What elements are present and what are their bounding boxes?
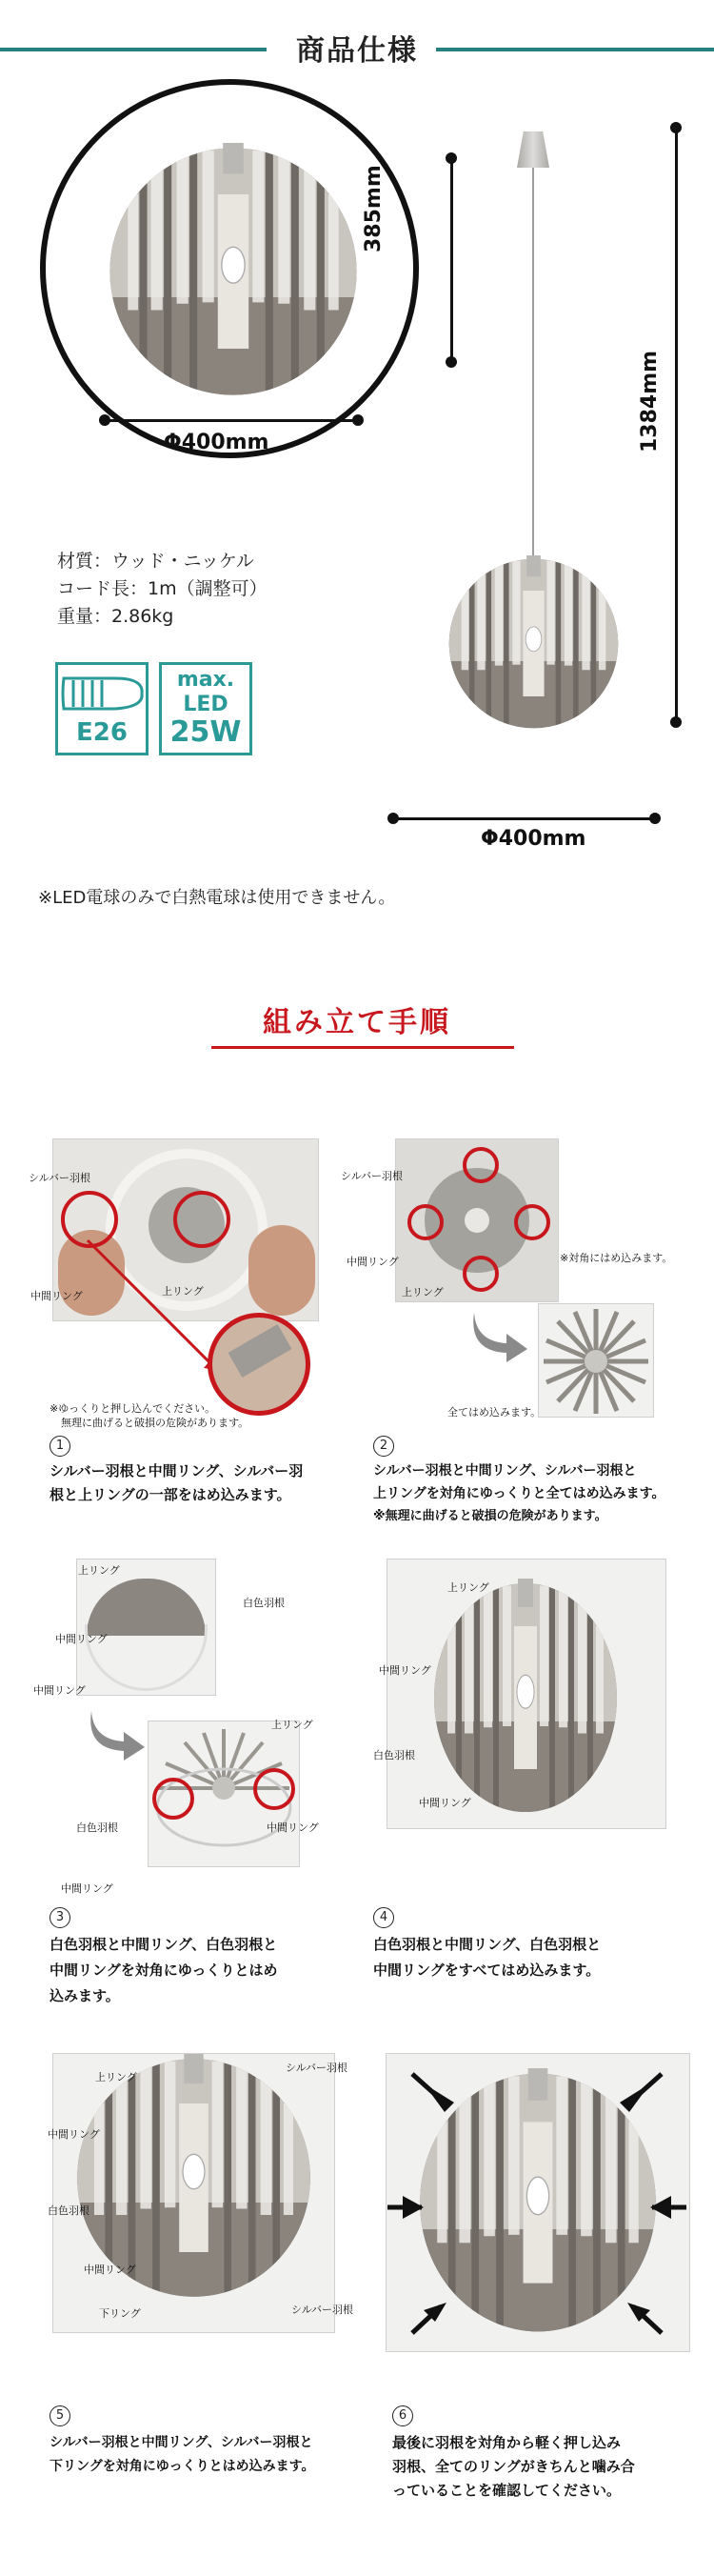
step3-photo-a: [76, 1559, 216, 1696]
spec-weight: 重量：2.86kg: [57, 606, 174, 627]
step2-arrow-icon: [466, 1307, 533, 1364]
step1-text-line2: 根と上リングの一部をはめ込みます。: [50, 1486, 291, 1503]
step2-callout-all: 全てはめ込みます。: [447, 1406, 542, 1419]
step3-highlight-right: [253, 1768, 295, 1810]
step3-callout-middle4: 中間リング: [61, 1882, 113, 1895]
bulb-icon: [58, 669, 146, 718]
step2-result-photo: [538, 1303, 654, 1418]
step2-number: 2: [373, 1436, 394, 1457]
step5-photo: [52, 2053, 335, 2333]
step4-text-line2: 中間リングをすべてはめ込みます。: [373, 1962, 601, 1979]
step5-callout-silver2: シルバー羽根: [291, 2304, 353, 2316]
step5-text: [50, 2431, 314, 2479]
step2-text-note: ※無理に曲げると破損の危険があります。: [373, 1509, 607, 1523]
step5-text-line2: 下リングを対角にゆっくりとはめ込みます。: [50, 2459, 315, 2474]
dim-dot: [670, 716, 682, 728]
spec-material: 材質：ウッド・ニッケル: [57, 551, 254, 572]
assembly-title: 組み立て手順: [263, 1006, 451, 1039]
dim-height-line: [450, 157, 453, 362]
step1-callout-silver: シルバー羽根: [29, 1172, 90, 1184]
step5-callout-silver: シルバー羽根: [286, 2062, 347, 2074]
step4-callout-upper: 上リング: [447, 1581, 489, 1594]
step6-text-line2: 羽根、全てのリングがきちんと噛み合: [392, 2458, 635, 2475]
dim-dot: [99, 414, 110, 426]
hand-right: [248, 1225, 315, 1316]
dim-dot: [446, 356, 457, 368]
step6-text: [392, 2431, 635, 2503]
step3-callout-upper2: 上リング: [271, 1719, 313, 1731]
step3-callout-white: 白色羽根: [243, 1597, 285, 1609]
dim-dot: [446, 152, 457, 164]
dim-height-label: 385mm: [362, 165, 386, 252]
step3-text-line3: 込みます。: [50, 1987, 120, 2004]
step5-callout-middle2: 中間リング: [84, 2264, 136, 2276]
lamp-detail-image: [105, 143, 362, 400]
dim-dot: [387, 813, 399, 824]
spec-section-title: 商品仕様: [296, 34, 418, 68]
step3-number: 3: [50, 1907, 70, 1928]
dim-total-height-line: [675, 127, 678, 722]
dim-width-line-right: [393, 817, 655, 820]
dim-width-label-right: Φ400mm: [481, 827, 586, 851]
step3-text-line2: 中間リングを対角にゆっくりとはめ: [50, 1962, 278, 1979]
step1-number: 1: [50, 1436, 70, 1457]
spec-cord: コード長：1m（調整可）: [57, 578, 268, 599]
lamp-shape: [430, 1579, 621, 1817]
starburst-shape: [539, 1304, 653, 1417]
step5-text-line1: シルバー羽根と中間リング、シルバー羽根と: [50, 2435, 313, 2450]
step4-number: 4: [373, 1907, 394, 1928]
step5-callout-upper: 上リング: [95, 2071, 137, 2083]
hub-center: [465, 1208, 489, 1233]
step3-callout-middle2: 中間リング: [33, 1684, 86, 1697]
max-label: max.: [176, 668, 235, 692]
step4-callout-middle2: 中間リング: [419, 1797, 471, 1809]
step2-callout-upper: 上リング: [402, 1286, 444, 1298]
step2-highlight-top: [463, 1147, 499, 1183]
step4-text-line1: 白色羽根と中間リング、白色羽根と: [373, 1936, 602, 1953]
step2-text-line2: 上リングを対角にゆっくりと全てはめ込みます。: [373, 1486, 665, 1501]
step3-arrow-icon: [84, 1705, 150, 1762]
dim-width-line-left: [105, 419, 357, 422]
step1-callout-middle: 中間リング: [30, 1290, 83, 1302]
dim-width-label-left: Φ400mm: [164, 431, 269, 454]
step3-callout-upper: 上リング: [78, 1564, 120, 1577]
step1-callout-upper: 上リング: [162, 1285, 204, 1298]
step3-callout-middle: 中間リング: [55, 1633, 108, 1645]
hanging-lamp-image: [446, 555, 622, 732]
step5-callout-white: 白色羽根: [48, 2204, 89, 2217]
assembly-title-underline: [211, 1046, 514, 1049]
spec-list: [57, 548, 268, 631]
step2-text-line1: シルバー羽根と中間リング、シルバー羽根と: [373, 1463, 637, 1479]
step3-callout-white2: 白色羽根: [76, 1821, 118, 1834]
cord: [532, 168, 534, 560]
watt-label: 25W: [169, 715, 242, 749]
step2-highlight-bottom: [463, 1256, 499, 1292]
push-arrows-icon: [386, 2053, 688, 2350]
step2-highlight-right: [514, 1204, 550, 1240]
step3-highlight-left: [152, 1778, 194, 1820]
step4-photo: [387, 1559, 666, 1829]
step6-number: 6: [392, 2405, 413, 2426]
led-label: LED: [183, 693, 228, 716]
step1-zoom-circle: [208, 1313, 310, 1416]
led-notice: ※LED電球のみで白熱電球は使用できません。: [38, 888, 396, 908]
step1-note-line1: ※ゆっくりと押し込んでください。: [50, 1402, 216, 1415]
step1-text-line1: シルバー羽根と中間リング、シルバー羽: [50, 1462, 304, 1479]
step6-text-line3: っていることを確認してください。: [392, 2482, 622, 2499]
step6-text-line1: 最後に羽根を対角から軽く押し込み: [392, 2434, 622, 2451]
step1-pointer-line: [86, 1238, 219, 1372]
dim-dot: [649, 813, 661, 824]
step1-note-line2: 無理に曲げると破損の危険があります。: [61, 1417, 249, 1429]
step5-callout-middle: 中間リング: [48, 2128, 100, 2141]
step5-callout-lower: 下リング: [99, 2307, 141, 2320]
step3-text: [50, 1932, 278, 2009]
step2-callout-diagonal: ※対角にはめ込みます。: [560, 1252, 673, 1264]
dim-total-height-label: 1384mm: [638, 350, 662, 453]
led-badge: [159, 662, 252, 755]
canopy: [517, 131, 549, 168]
dim-dot: [670, 122, 682, 133]
step3-callout-middle3: 中間リング: [267, 1821, 319, 1834]
step1-note: [50, 1401, 248, 1430]
step2-text: [373, 1459, 664, 1528]
step4-callout-white: 白色羽根: [373, 1749, 415, 1761]
step2-callout-middle: 中間リング: [347, 1256, 399, 1268]
step2-callout-silver: シルバー羽根: [341, 1170, 403, 1182]
socket-label: E26: [76, 718, 128, 747]
step1-text: [50, 1459, 303, 1507]
step4-text: [373, 1932, 601, 1983]
step2-highlight-left: [407, 1204, 444, 1240]
step4-callout-middle: 中間リング: [379, 1664, 431, 1677]
dim-dot: [352, 414, 364, 426]
socket-badge: [55, 662, 149, 755]
step5-number: 5: [50, 2405, 70, 2426]
step3-text-line1: 白色羽根と中間リング、白色羽根と: [50, 1936, 278, 1953]
